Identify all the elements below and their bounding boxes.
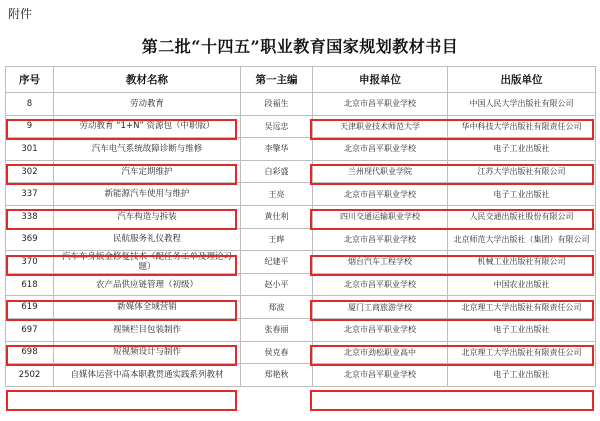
unit-cell: 天津职业技术师范大学 <box>313 115 448 138</box>
title-cell: 新能源汽车使用与维护 <box>54 183 241 206</box>
highlight-box <box>310 390 594 411</box>
editor-cell: 纪建平 <box>241 251 313 274</box>
table-body <box>6 93 596 387</box>
editor-cell: 段福生 <box>241 93 313 116</box>
publisher-cell: 电子工业出版社 <box>448 364 596 387</box>
unit-cell: 北京市昌平职业学校 <box>313 183 448 206</box>
unit-cell: 北京市昌平职业学校 <box>313 228 448 251</box>
publisher-cell: 电子工业出版社 <box>448 318 596 341</box>
seq-cell: 337 <box>6 183 54 206</box>
table-row <box>6 318 596 341</box>
title-cell: 汽车定期维护 <box>54 160 241 183</box>
seq-cell: 8 <box>6 93 54 116</box>
seq-cell: 370 <box>6 251 54 274</box>
publisher-cell: 北京理工大学出版社有限责任公司 <box>448 341 596 364</box>
editor-cell: 郑艳秋 <box>241 364 313 387</box>
editor-cell: 吴远忠 <box>241 115 313 138</box>
table-row <box>6 160 596 183</box>
title-cell: 汽车车身钣金修复技术（配任务工单及理论习题） <box>54 251 241 274</box>
table-row <box>6 138 596 161</box>
title-cell: 汽车电气系统故障诊断与维修 <box>54 138 241 161</box>
editor-cell: 王晔 <box>241 228 313 251</box>
seq-cell: 697 <box>6 318 54 341</box>
textbook-list-table <box>5 66 596 387</box>
editor-cell: 张春丽 <box>241 318 313 341</box>
seq-cell: 619 <box>6 296 54 319</box>
unit-cell: 厦门工商旅游学校 <box>313 296 448 319</box>
seq-cell: 698 <box>6 341 54 364</box>
table-row <box>6 183 596 206</box>
publisher-cell: 电子工业出版社 <box>448 183 596 206</box>
publisher-cell: 机械工业出版社有限公司 <box>448 251 596 274</box>
publisher-cell: 华中科技大学出版社有限责任公司 <box>448 115 596 138</box>
unit-cell: 北京市昌平职业学校 <box>313 273 448 296</box>
publisher-cell: 中国农业出版社 <box>448 273 596 296</box>
unit-cell: 四川交通运输职业学校 <box>313 205 448 228</box>
column-header-publisher: 出版单位 <box>448 67 596 93</box>
unit-cell: 兰州现代职业学院 <box>313 160 448 183</box>
column-header-unit: 申报单位 <box>313 67 448 93</box>
editor-cell: 赵小平 <box>241 273 313 296</box>
editor-cell: 郑波 <box>241 296 313 319</box>
highlight-box <box>6 390 237 411</box>
table-row <box>6 364 596 387</box>
title-cell: 民航服务礼仪教程 <box>54 228 241 251</box>
unit-cell: 北京市昌平职业学校 <box>313 364 448 387</box>
column-header-editor: 第一主编 <box>241 67 313 93</box>
publisher-cell: 北京师范大学出版社（集团）有限公司 <box>448 228 596 251</box>
seq-cell: 301 <box>6 138 54 161</box>
column-header-title: 教材名称 <box>54 67 241 93</box>
attachment-label: 附件 <box>8 7 33 21</box>
unit-cell: 烟台汽车工程学校 <box>313 251 448 274</box>
table-row <box>6 115 596 138</box>
seq-cell: 618 <box>6 273 54 296</box>
table-row <box>6 296 596 319</box>
seq-cell: 2502 <box>6 364 54 387</box>
publisher-cell: 人民交通出版社股份有限公司 <box>448 205 596 228</box>
title-cell: 劳动教育 “1+N” 资源包（中职版） <box>54 115 241 138</box>
unit-cell: 北京市昌平职业学校 <box>313 138 448 161</box>
seq-cell: 9 <box>6 115 54 138</box>
publisher-cell: 北京理工大学出版社有限责任公司 <box>448 296 596 319</box>
unit-cell: 北京市昌平职业学校 <box>313 93 448 116</box>
title-cell: 汽车构造与拆装 <box>54 205 241 228</box>
title-cell: 农产品供应链管理（初级） <box>54 273 241 296</box>
editor-cell: 白彩盛 <box>241 160 313 183</box>
table-row <box>6 93 596 116</box>
unit-cell: 北京市昌平职业学校 <box>313 318 448 341</box>
table-row <box>6 251 596 274</box>
title-cell: 视频栏目包装制作 <box>54 318 241 341</box>
title-cell: 自媒体运营中高本职教贯通实践系列教材 <box>54 364 241 387</box>
column-header-seq: 序号 <box>6 67 54 93</box>
editor-cell: 李擎华 <box>241 138 313 161</box>
table-header-row <box>6 67 596 93</box>
table-row <box>6 341 596 364</box>
document-title: 第二批“十四五”职业教育国家规划教材书目 <box>141 37 459 56</box>
editor-cell: 侯克春 <box>241 341 313 364</box>
seq-cell: 369 <box>6 228 54 251</box>
title-cell: 劳动教育 <box>54 93 241 116</box>
publisher-cell: 电子工业出版社 <box>448 138 596 161</box>
table-row <box>6 273 596 296</box>
title-cell: 新媒体全域营销 <box>54 296 241 319</box>
editor-cell: 黄仕利 <box>241 205 313 228</box>
editor-cell: 王亮 <box>241 183 313 206</box>
publisher-cell: 江苏大学出版社有限公司 <box>448 160 596 183</box>
table-row <box>6 228 596 251</box>
table-row <box>6 205 596 228</box>
publisher-cell: 中国人民大学出版社有限公司 <box>448 93 596 116</box>
title-cell: 短视频设计与制作 <box>54 341 241 364</box>
seq-cell: 338 <box>6 205 54 228</box>
seq-cell: 302 <box>6 160 54 183</box>
unit-cell: 北京市劲松职业高中 <box>313 341 448 364</box>
